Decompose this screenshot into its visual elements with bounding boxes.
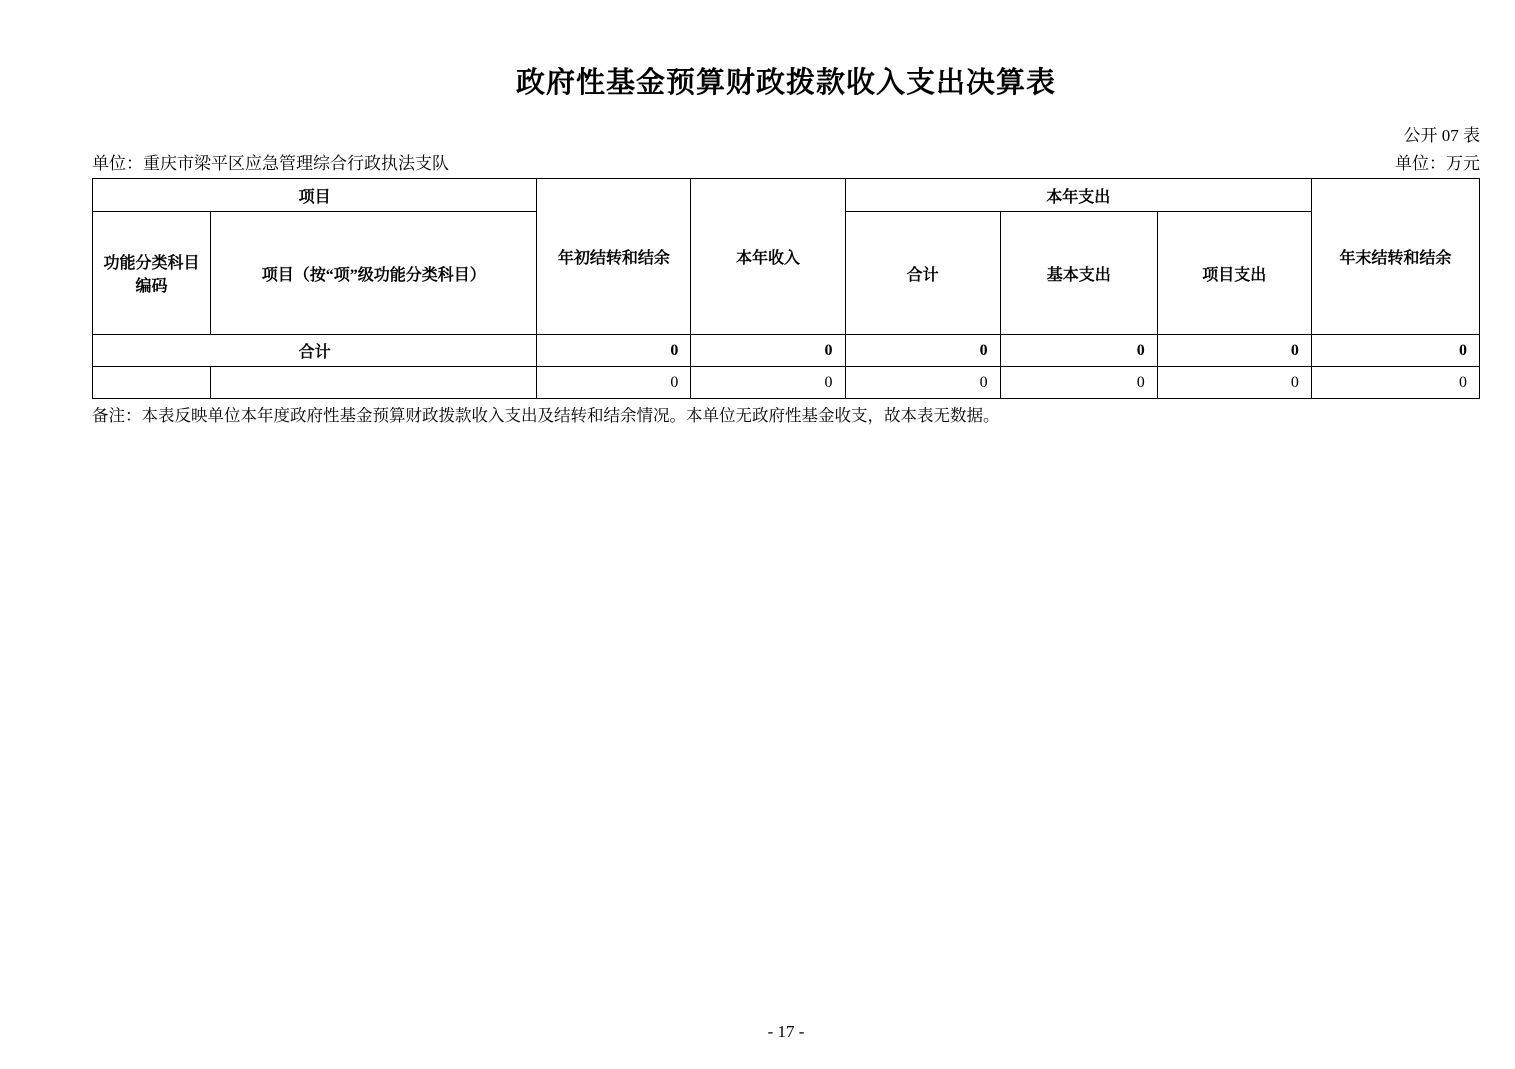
row-total-project-expenditure: 0 (1157, 335, 1311, 367)
header-expenditure-total: 合计 (845, 212, 1000, 335)
row-detail-yearend-balance: 0 (1311, 367, 1479, 399)
header-basic-expenditure: 基本支出 (1000, 212, 1157, 335)
header-current-year-income: 本年收入 (691, 179, 845, 335)
header-row-top (93, 179, 1480, 212)
table-note: 备注：本表反映单位本年度政府性基金预算财政拨款收入支出及结转和结余情况。本单位无政府性基金收支，故本表无数据。 (92, 406, 1000, 425)
row-detail-basic-expenditure: 0 (1000, 367, 1157, 399)
row-total-income: 0 (691, 335, 845, 367)
row-total-yearend-balance: 0 (1311, 335, 1479, 367)
header-current-year-expenditure: 本年支出 (845, 179, 1311, 212)
table-row-detail (93, 367, 1480, 399)
header-beginning-balance: 年初结转和结余 (537, 179, 691, 335)
row-detail-item (211, 367, 537, 399)
row-total-label: 合计 (93, 335, 537, 367)
row-detail-income: 0 (691, 367, 845, 399)
row-detail-project-expenditure: 0 (1157, 367, 1311, 399)
table-row-total (93, 335, 1480, 367)
header-project-group: 项目 (93, 179, 537, 212)
page-number: - 17 - (767, 1022, 805, 1041)
header-functional-code: 功能分类科目编码 (93, 212, 211, 335)
unit-of-measure: 单位：万元 (1395, 154, 1480, 173)
header-project-expenditure: 项目支出 (1157, 212, 1311, 335)
unit-line (92, 153, 1480, 175)
unit-name: 单位：重庆市梁平区应急管理综合行政执法支队 (92, 154, 449, 173)
header-yearend-balance: 年末结转和结余 (1311, 179, 1479, 335)
document-page (92, 0, 1480, 427)
row-total-beginning-balance: 0 (537, 335, 691, 367)
row-total-basic-expenditure: 0 (1000, 335, 1157, 367)
table-code: 公开 07 表 (1403, 126, 1480, 145)
page-title: 政府性基金预算财政拨款收入支出决算表 (515, 67, 1056, 99)
row-detail-expenditure-total: 0 (845, 367, 1000, 399)
row-detail-beginning-balance: 0 (537, 367, 691, 399)
row-total-expenditure-total: 0 (845, 335, 1000, 367)
header-project-item: 项目（按“项”级功能分类科目） (211, 212, 537, 335)
row-detail-code (93, 367, 211, 399)
fiscal-table (92, 178, 1480, 399)
